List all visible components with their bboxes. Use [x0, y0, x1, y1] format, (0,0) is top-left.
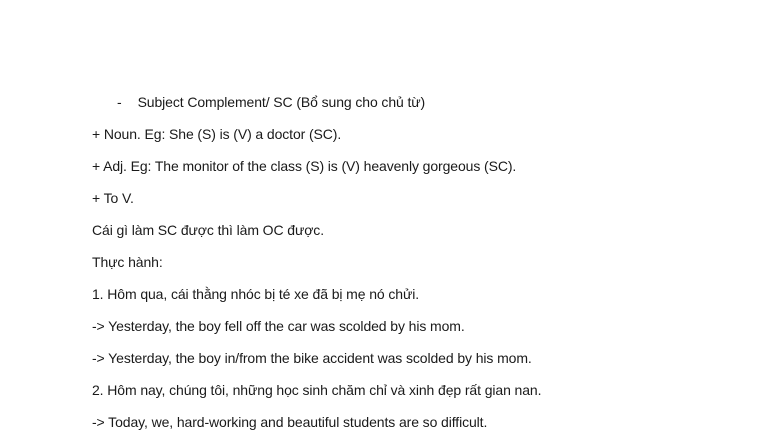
- to-v-line: + To V.: [92, 190, 134, 206]
- practice-heading: Thực hành:: [92, 254, 163, 270]
- exercise-2-answer: -> Today, we, hard-working and beautiful students are so difficult.: [92, 414, 488, 430]
- bullet-dash: -: [117, 94, 122, 110]
- exercise-2-prompt: 2. Hôm nay, chúng tôi, những học sinh chăm chỉ và xinh đẹp rất gian nan.: [92, 382, 542, 398]
- exercise-1-answer-a: -> Yesterday, the boy fell off the car was scolded by his mom.: [92, 318, 465, 334]
- adj-example-line: + Adj. Eg: The monitor of the class (S) is (V) heavenly gorgeous (SC).: [92, 158, 517, 174]
- sc-oc-rule-line: Cái gì làm SC được thì làm OC được.: [92, 222, 324, 238]
- bullet-item-subject-complement: [117, 93, 425, 111]
- exercise-1-prompt: 1. Hôm qua, cái thằng nhóc bị té xe đã bị mẹ nó chửi.: [92, 286, 420, 302]
- noun-example-line: + Noun. Eg: She (S) is (V) a doctor (SC).: [92, 126, 342, 142]
- bullet-text: Subject Complement/ SC (Bổ sung cho chủ từ): [137, 94, 426, 110]
- exercise-1-answer-b: -> Yesterday, the boy in/from the bike accident was scolded by his mom.: [92, 350, 532, 366]
